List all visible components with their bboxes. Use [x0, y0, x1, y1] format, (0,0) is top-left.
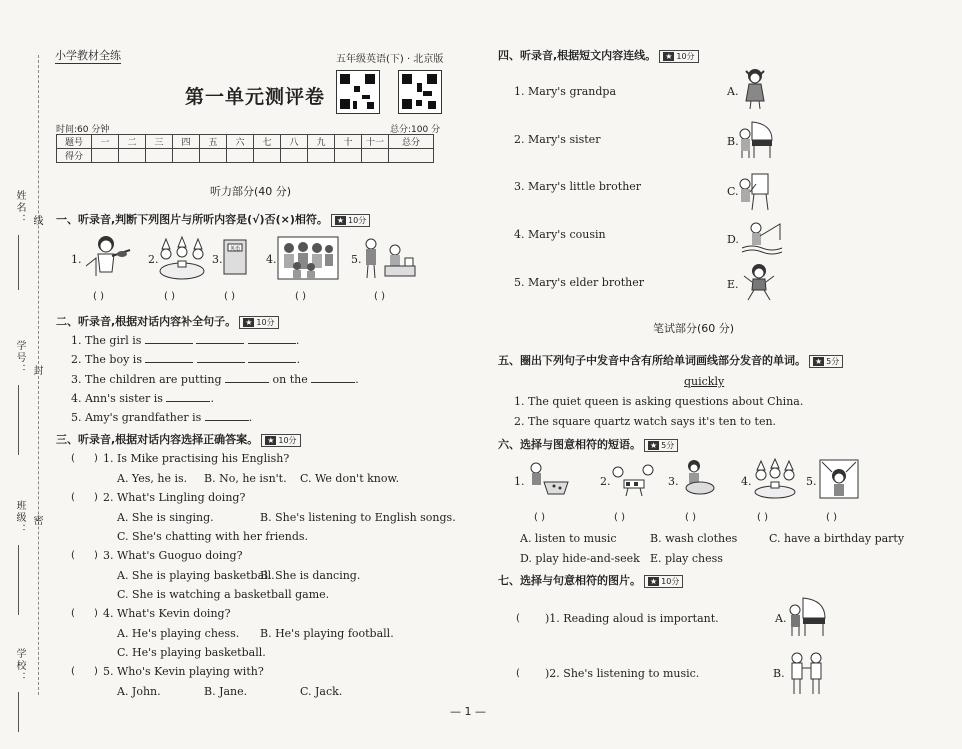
answer-paren[interactable]: ( ) — [71, 666, 98, 677]
score-blank[interactable] — [173, 149, 200, 163]
score-cell: 六 — [227, 135, 254, 149]
option: B. No, he isn't. — [204, 472, 287, 485]
option: A. She is singing. — [117, 511, 214, 524]
s1-num-3: 3. — [212, 253, 223, 266]
score-badge: ★ 5分 — [809, 355, 843, 368]
fishing-picture — [740, 218, 784, 256]
s6-num-5: 5. — [806, 475, 817, 488]
s7-letter-a: A. — [775, 612, 787, 625]
s3-question-2: 2. What's Lingling doing? — [103, 491, 246, 504]
answer-paren[interactable]: ( ) — [757, 512, 768, 523]
chess-picture — [610, 460, 656, 498]
section-1-title-text: 一、听录音,判断下列图片与所听内容是(√)否(×)相符。 — [56, 213, 328, 226]
section-2-title-text: 二、听录音,根据对话内容补全句子。 — [56, 315, 237, 328]
answer-paren[interactable]: ( — [516, 613, 539, 624]
school-label: 学校： — [14, 648, 25, 684]
score-badge: ★ 5分 — [644, 439, 678, 452]
s4-letter-a: A. — [727, 85, 739, 98]
answer-paren[interactable]: ( ) — [71, 453, 98, 464]
violin-boy-picture — [82, 232, 134, 278]
s5-item-1: 1. The quiet queen is asking questions about China. — [514, 395, 804, 408]
s4-item-1: 1. Mary's grandpa — [514, 85, 617, 98]
option: C. She is watching a basketball game. — [117, 588, 330, 601]
fill-blank[interactable] — [196, 334, 244, 344]
star-icon: ★ — [336, 215, 345, 225]
answer-paren[interactable]: ( ) — [164, 291, 175, 302]
score-badge: ★ 10分 — [659, 50, 698, 63]
star-icon: ★ — [815, 356, 823, 366]
score-blank[interactable] — [389, 149, 434, 163]
star-icon: ★ — [650, 576, 658, 586]
seal-mark-line: 线 — [31, 215, 42, 225]
score-blank[interactable] — [119, 149, 146, 163]
book-label: 英语 — [229, 246, 241, 252]
two-kids-picture — [786, 650, 828, 698]
score-table — [56, 134, 434, 163]
section-7-title-text: 七、选择与句意相符的图片。 — [498, 574, 641, 587]
option: A. John. — [117, 685, 161, 698]
s3-question-4: 4. What's Kevin doing? — [103, 607, 231, 620]
s7-question-1: )1. Reading aloud is important. — [545, 612, 719, 625]
fill-blank[interactable] — [248, 334, 296, 344]
section-3-title-text: 三、听录音,根据对话内容选择正确答案。 — [56, 433, 259, 446]
option: B. Jane. — [204, 685, 248, 698]
score-table-score-row — [57, 149, 434, 163]
score-cell: 题号 — [57, 135, 92, 149]
score-badge: ★ 10分 — [239, 316, 278, 329]
series-name: 小学教材全练 — [55, 49, 121, 62]
s6-option-b: B. wash clothes — [650, 532, 738, 545]
painter-picture — [738, 170, 770, 212]
score-cell: 九 — [308, 135, 335, 149]
section-4-title-text: 四、听录音,根据短文内容连线。 — [498, 49, 657, 62]
jumping-kid-picture — [742, 262, 776, 302]
score-blank[interactable] — [227, 149, 254, 163]
star-icon: ★ — [267, 435, 275, 445]
listen-music-picture — [818, 458, 860, 500]
class-label: 班级： — [14, 500, 25, 536]
score-cell: 得分 — [57, 149, 92, 163]
option: A. Yes, he is. — [117, 472, 188, 485]
section-6-title — [498, 436, 678, 452]
star-icon: ★ — [665, 51, 673, 61]
answer-paren[interactable]: ( ) — [93, 291, 104, 302]
fill-blank[interactable] — [145, 353, 193, 363]
score-cell: 三 — [146, 135, 173, 149]
birthday-party-picture-2 — [752, 458, 798, 500]
score-cell: 五 — [200, 135, 227, 149]
score-blank[interactable] — [308, 149, 335, 163]
s6-num-1: 1. — [514, 475, 525, 488]
answer-paren[interactable]: ( ) — [826, 512, 837, 523]
answer-paren[interactable]: ( ) — [71, 550, 98, 561]
s4-letter-b: B. — [727, 135, 739, 148]
score-cell: 十 — [335, 135, 362, 149]
page-number: — 1 — — [450, 705, 486, 718]
seal-mark-seal: 封 — [31, 365, 42, 375]
id-blank-line — [18, 385, 19, 455]
option: A. She is playing basketball. — [117, 569, 275, 582]
english-book-picture — [222, 238, 250, 278]
s7-question-2: )2. She's listening to music. — [545, 667, 700, 680]
girl-picture — [740, 67, 770, 111]
time-limit: 时间:60 分钟 — [56, 125, 110, 135]
s2-item-2: 2. The boy is . — [71, 353, 300, 366]
seal-mark-secret: 密 — [31, 515, 42, 525]
section-2-title — [56, 313, 279, 329]
total-score: 总分:100 分 — [390, 125, 441, 135]
s4-letter-d: D. — [727, 233, 739, 246]
s2-item-4: 4. Ann's sister is . — [71, 392, 214, 405]
score-blank[interactable] — [146, 149, 173, 163]
s3-question-3: 3. What's Guoguo doing? — [103, 549, 243, 562]
s4-item-4: 4. Mary's cousin — [514, 228, 606, 241]
s4-item-3: 3. Mary's little brother — [514, 180, 642, 193]
score-cell: 四 — [173, 135, 200, 149]
page-title: 第一单元测评卷 — [185, 86, 326, 108]
score-badge: ★ 10分 — [261, 434, 300, 447]
score-badge: ★ 10分 — [644, 575, 683, 588]
name-label: 姓名： — [14, 190, 25, 226]
score-blank[interactable] — [92, 149, 119, 163]
s6-option-d: D. play hide-and-seek — [520, 552, 640, 565]
section-1-title — [56, 211, 370, 227]
option: C. She's chatting with her friends. — [117, 530, 309, 543]
score-table-header-row — [57, 135, 434, 149]
option: C. He's playing basketball. — [117, 646, 266, 659]
fill-blank[interactable] — [145, 334, 193, 344]
answer-paren[interactable]: ( ) — [71, 608, 98, 619]
s2-item-5: 5. Amy's grandfather is . — [71, 411, 253, 424]
s4-letter-e: E. — [727, 278, 739, 291]
score-cell: 一 — [92, 135, 119, 149]
s6-num-4: 4. — [741, 475, 752, 488]
score-cell: 十一 — [362, 135, 389, 149]
s1-num-2: 2. — [148, 253, 159, 266]
s4-item-5: 5. Mary's elder brother — [514, 276, 644, 289]
listening-part-title: 听力部分(40 分) — [210, 185, 292, 198]
fill-blank[interactable] — [311, 373, 355, 383]
fill-blank[interactable] — [248, 353, 296, 363]
piano-boy-picture — [787, 594, 827, 638]
option: B. He's playing football. — [260, 627, 394, 640]
option: C. We don't know. — [300, 472, 400, 485]
score-badge: ★ 10分 — [331, 214, 370, 227]
score-blank[interactable] — [362, 149, 389, 163]
fill-blank[interactable] — [225, 373, 269, 383]
score-blank[interactable] — [200, 149, 227, 163]
answer-paren[interactable]: ( ) — [71, 492, 98, 503]
s4-item-2: 2. Mary's sister — [514, 133, 601, 146]
s7-letter-b: B. — [773, 667, 785, 680]
wash-clothes-picture — [678, 458, 718, 498]
option: B. She's listening to English songs. — [260, 511, 456, 524]
edition-label: 五年级英语(下) · 北京版 — [336, 54, 444, 65]
birthday-party-picture — [156, 235, 208, 281]
option: A. He's playing chess. — [117, 627, 240, 640]
target-word: quickly — [684, 375, 725, 388]
fill-blank[interactable] — [197, 353, 245, 363]
answer-paren[interactable]: ( ) — [224, 291, 235, 302]
s1-num-5: 5. — [351, 253, 362, 266]
hide-and-seek-picture — [524, 460, 570, 498]
score-cell: 八 — [281, 135, 308, 149]
score-cell: 七 — [254, 135, 281, 149]
answer-paren[interactable]: ( ) — [295, 291, 306, 302]
written-part-title: 笔试部分(60 分) — [653, 322, 735, 335]
qr-code-1 — [336, 70, 380, 114]
answer-paren[interactable]: ( ) — [534, 512, 545, 523]
piano-player-picture — [738, 118, 774, 160]
s6-option-c: C. have a birthday party — [769, 532, 905, 545]
qr-code-2 — [398, 70, 442, 114]
section-7-title — [498, 572, 683, 588]
star-icon: ★ — [245, 317, 253, 327]
score-blank[interactable] — [281, 149, 308, 163]
s6-num-2: 2. — [600, 475, 611, 488]
option: B. She is dancing. — [260, 569, 361, 582]
s3-question-5: 5. Who's Kevin playing with? — [103, 665, 264, 678]
score-blank[interactable] — [335, 149, 362, 163]
school-blank-line — [18, 692, 19, 732]
s6-option-a: A. listen to music — [520, 532, 617, 545]
s2-item-1: 1. The girl is . — [71, 334, 300, 347]
playing-picture — [361, 236, 419, 280]
section-4-title — [498, 47, 699, 63]
s1-num-4: 4. — [266, 253, 277, 266]
fill-blank[interactable] — [166, 392, 210, 402]
score-blank[interactable] — [254, 149, 281, 163]
s4-letter-c: C. — [727, 185, 739, 198]
answer-paren[interactable]: ( ) — [374, 291, 385, 302]
student-id-label: 学号： — [14, 340, 25, 376]
answer-paren[interactable]: ( ) — [685, 512, 696, 523]
binding-dashed-line — [38, 55, 39, 695]
section-5-title — [498, 352, 843, 368]
section-6-title-text: 六、选择与图意相符的短语。 — [498, 438, 641, 451]
s6-option-e: E. play chess — [650, 552, 723, 565]
family-photo-picture — [277, 236, 339, 280]
s6-num-3: 3. — [668, 475, 679, 488]
s5-item-2: 2. The square quartz watch says it's ten to ten. — [514, 415, 777, 428]
s3-question-1: 1. Is Mike practising his English? — [103, 452, 290, 465]
answer-paren[interactable]: ( — [516, 668, 539, 679]
option: C. Jack. — [300, 685, 343, 698]
fill-blank[interactable] — [205, 411, 249, 421]
answer-paren[interactable]: ( ) — [614, 512, 625, 523]
section-5-title-text: 五、圈出下列句子中发音中含有所给单词画线部分发音的单词。 — [498, 354, 806, 367]
s1-num-1: 1. — [71, 253, 82, 266]
name-blank-line — [18, 235, 19, 290]
section-3-title — [56, 431, 301, 447]
class-blank-line — [18, 545, 19, 615]
score-cell: 总分 — [389, 135, 434, 149]
star-icon: ★ — [650, 440, 658, 450]
s2-item-3: 3. The children are putting on the . — [71, 373, 359, 386]
score-cell: 二 — [119, 135, 146, 149]
